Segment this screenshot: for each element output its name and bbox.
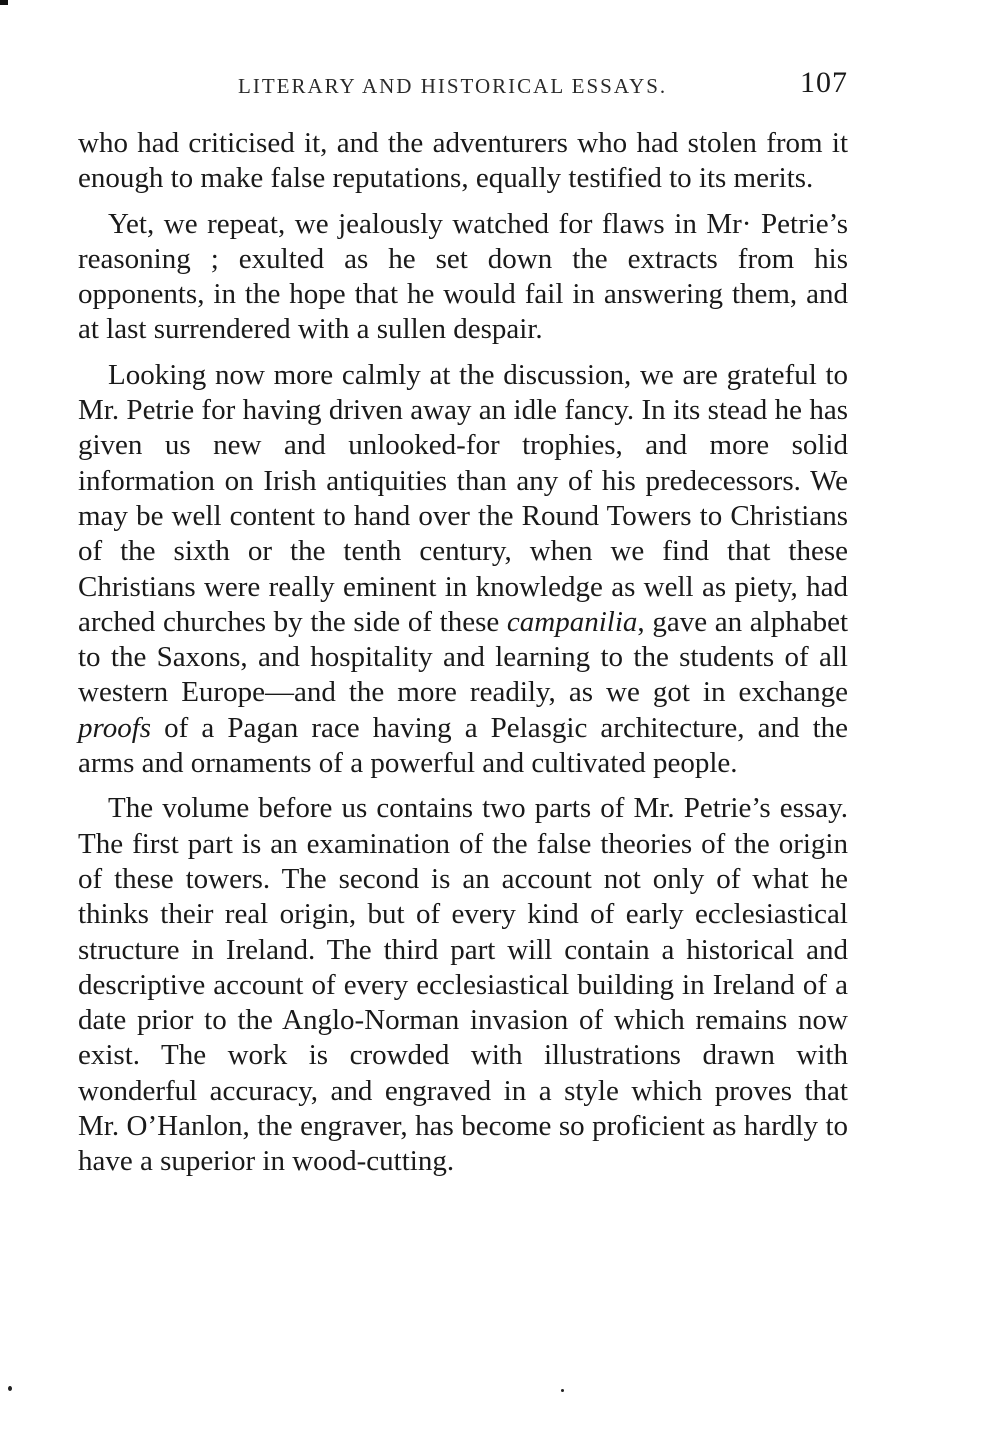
scan-speck bbox=[561, 1389, 564, 1392]
page-number: 107 bbox=[800, 66, 848, 99]
running-title: LITERARY AND HISTORICAL ESSAYS. bbox=[238, 74, 668, 98]
text-segment: Looking now more calmly at the discussion, we are grateful to Mr. Petrie for having driven away an idle fancy. In its stead he has given us new and unlooked-for trophies, and more solid information on Irish antiquities than any of his predecessors. We may be well content to hand over the Round Towers to Christians of the sixth or the tenth century, when we find that these Christians were really eminent in knowledge as well as piety, had arched churches by the side of these bbox=[78, 358, 848, 638]
paragraph bbox=[78, 126, 848, 197]
body-text bbox=[78, 126, 848, 1180]
text-segment: The volume before us contains two parts of Mr. Petrie’s essay. The first part is an examination of the false theories of the origin of these towers. The second is an account not only of what he thinks their real origin, but of every kind of early ecclesiastical structure in Ireland. The third part will contain a historical and descriptive account of every ecclesiastical building in Ireland of a date prior to the Anglo-Norman invasion of which remains now exist. The work is crowded with illustrations drawn with wonderful accuracy, and engraved in a style which proves that Mr. O’Hanlon, the engraver, has become so proficient as hardly to have a superior in wood-cutting. bbox=[78, 792, 848, 1178]
italic-text: proofs bbox=[78, 711, 152, 744]
text-segment: Yet, we repeat, we jealously watched for flaws in Mr· Petrie’s reasoning ; exulted as he set down the extracts from his opponents, in the hope that he would fail in answering them, and at last surrendered with a sullen despair. bbox=[78, 207, 848, 346]
paragraph bbox=[78, 207, 848, 348]
scan-corner-mark bbox=[0, 0, 8, 5]
text-segment: who had criticised it, and the adventurers who had stolen from it enough to make false reputations, equally testified to its merits. bbox=[78, 127, 848, 195]
scan-speck bbox=[8, 1386, 12, 1391]
italic-text: campanilia bbox=[506, 605, 638, 638]
paragraph bbox=[78, 358, 848, 782]
text-segment: , gave an alphabet to the Saxons, and hospitality and learning to the students of all western Europe—and the more readily, as we got in exchange bbox=[78, 605, 849, 709]
paragraph bbox=[78, 791, 848, 1179]
running-head bbox=[78, 66, 848, 106]
text-segment: of a Pagan race having a Pelasgic architecture, and the arms and ornaments of a powerful and cultivated people. bbox=[78, 711, 848, 780]
